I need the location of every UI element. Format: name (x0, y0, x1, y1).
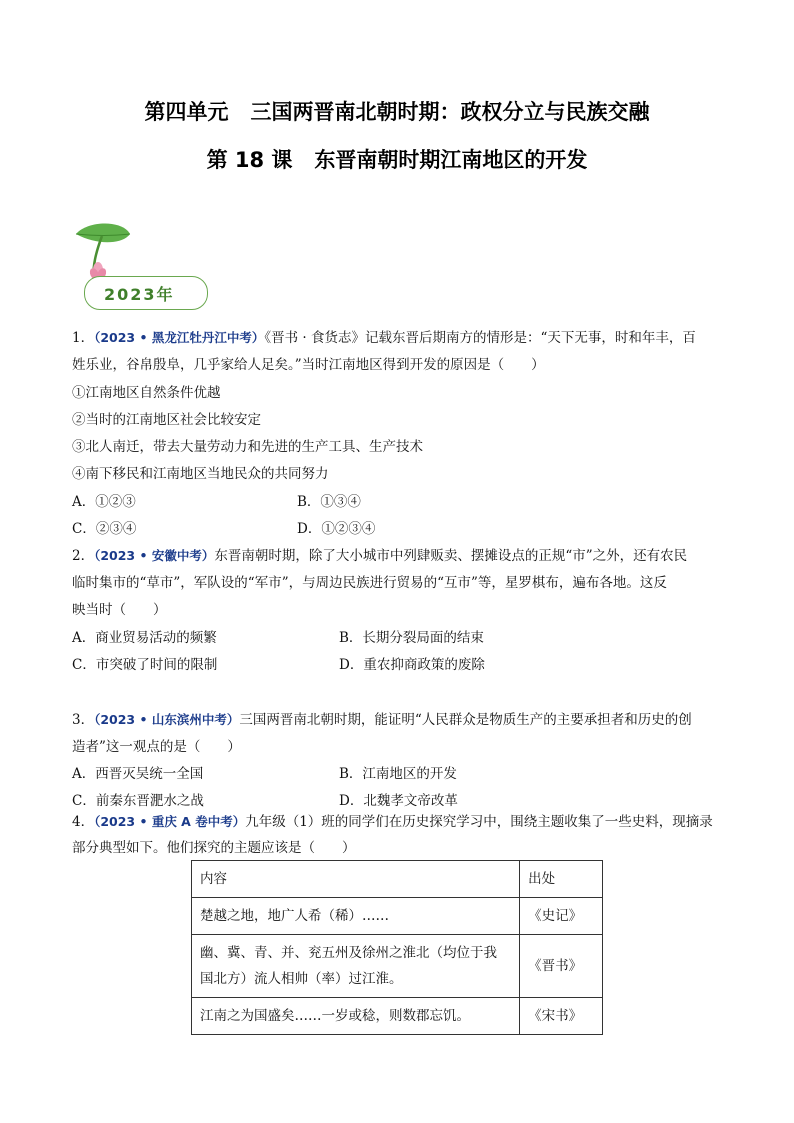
question-1-item: ④南下移民和江南地区当地民众的共同努力 (72, 466, 329, 482)
option-c: C．②③④ (72, 521, 137, 537)
question-4-stem-cont: 部分典型如下。他们探究的主题应该是（ ） (72, 840, 356, 856)
table-row (192, 935, 603, 998)
option-d: D．①②③④ (297, 521, 376, 537)
option-c: C．前秦东晋淝水之战 (72, 793, 204, 809)
table-cell: 《宋书》 (520, 998, 603, 1035)
option-d: D．重农抑商政策的废除 (339, 657, 485, 673)
table-cell: 楚越之地，地广人希（稀）…… (192, 898, 520, 935)
question-1-item: ①江南地区自然条件优越 (72, 385, 221, 401)
question-1-stem: 1．（2023 • 黑龙江牡丹江中考）《晋书 · 食货志》记载东晋后期南方的情形是：“天下无事，时和年丰，百 (72, 330, 696, 346)
option-d: D．北魏孝文帝改革 (339, 793, 458, 809)
question-2-stem-cont: 映当时（ ） (72, 602, 167, 618)
question-1-item: ②当时的江南地区社会比较安定 (72, 412, 261, 428)
table-row (192, 998, 603, 1035)
option-b: B．长期分裂局面的结束 (339, 630, 484, 646)
table-header-row (192, 861, 603, 898)
question-3-stem: 3．（2023 • 山东滨州中考）三国两晋南北朝时期，能证明“人民群众是物质生产的主要承担者和历史的创 (72, 712, 692, 728)
table-header-cell: 出处 (520, 861, 603, 898)
question-2-stem: 2．（2023 • 安徽中考）东晋南朝时期，除了大小城市中列肆贩卖、摆摊设点的正规“市”之外，还有农民 (72, 548, 688, 564)
question-source: （2023 • 黑龙江牡丹江中考） (94, 330, 265, 345)
lesson-title: 第 18 课 东晋南朝时期江南地区的开发 (206, 148, 588, 172)
source-table (191, 860, 603, 1035)
option-b: B．①③④ (297, 494, 361, 510)
question-2-stem-cont: 临时集市的“草市”，军队设的“军市”，与周边民族进行贸易的“互市”等，星罗棋布，遍布各地。这反 (72, 575, 667, 591)
table-header-cell: 内容 (192, 861, 520, 898)
option-b: B．江南地区的开发 (339, 766, 457, 782)
option-a: A．西晋灭吴统一全国 (72, 766, 204, 782)
question-source: （2023 • 安徽中考） (94, 548, 215, 563)
question-4-stem: 4．（2023 • 重庆 A 卷中考）九年级（1）班的同学们在历史探究学习中，围绕主题收集了一些史料，现摘录 (72, 814, 713, 830)
question-1-stem-cont: 姓乐业，谷帛殷阜，几乎家给人足矣。”当时江南地区得到开发的原因是（ ） (72, 357, 545, 373)
table-cell: 江南之为国盛矣……一岁或稔，则数郡忘饥。 (192, 998, 520, 1035)
year-label: 2023年 (104, 285, 175, 304)
table-cell: 幽、冀、青、并、兖五州及徐州之淮北（均位于我 国北方）流人相帅（率）过江淮。 (192, 935, 520, 998)
question-1-item: ③北人南迁，带去大量劳动力和先进的生产工具、生产技术 (72, 439, 423, 455)
question-3-stem-cont: 造者”这一观点的是（ ） (72, 739, 241, 755)
option-a: A．①②③ (72, 494, 136, 510)
question-source: （2023 • 重庆 A 卷中考） (94, 814, 246, 829)
option-c: C．市突破了时间的限制 (72, 657, 218, 673)
unit-title: 第四单元 三国两晋南北朝时期：政权分立与民族交融 (144, 100, 650, 124)
table-cell: 《晋书》 (520, 935, 603, 998)
option-a: A．商业贸易活动的频繁 (72, 630, 217, 646)
table-cell: 《史记》 (520, 898, 603, 935)
question-source: （2023 • 山东滨州中考） (94, 712, 240, 727)
table-row (192, 898, 603, 935)
